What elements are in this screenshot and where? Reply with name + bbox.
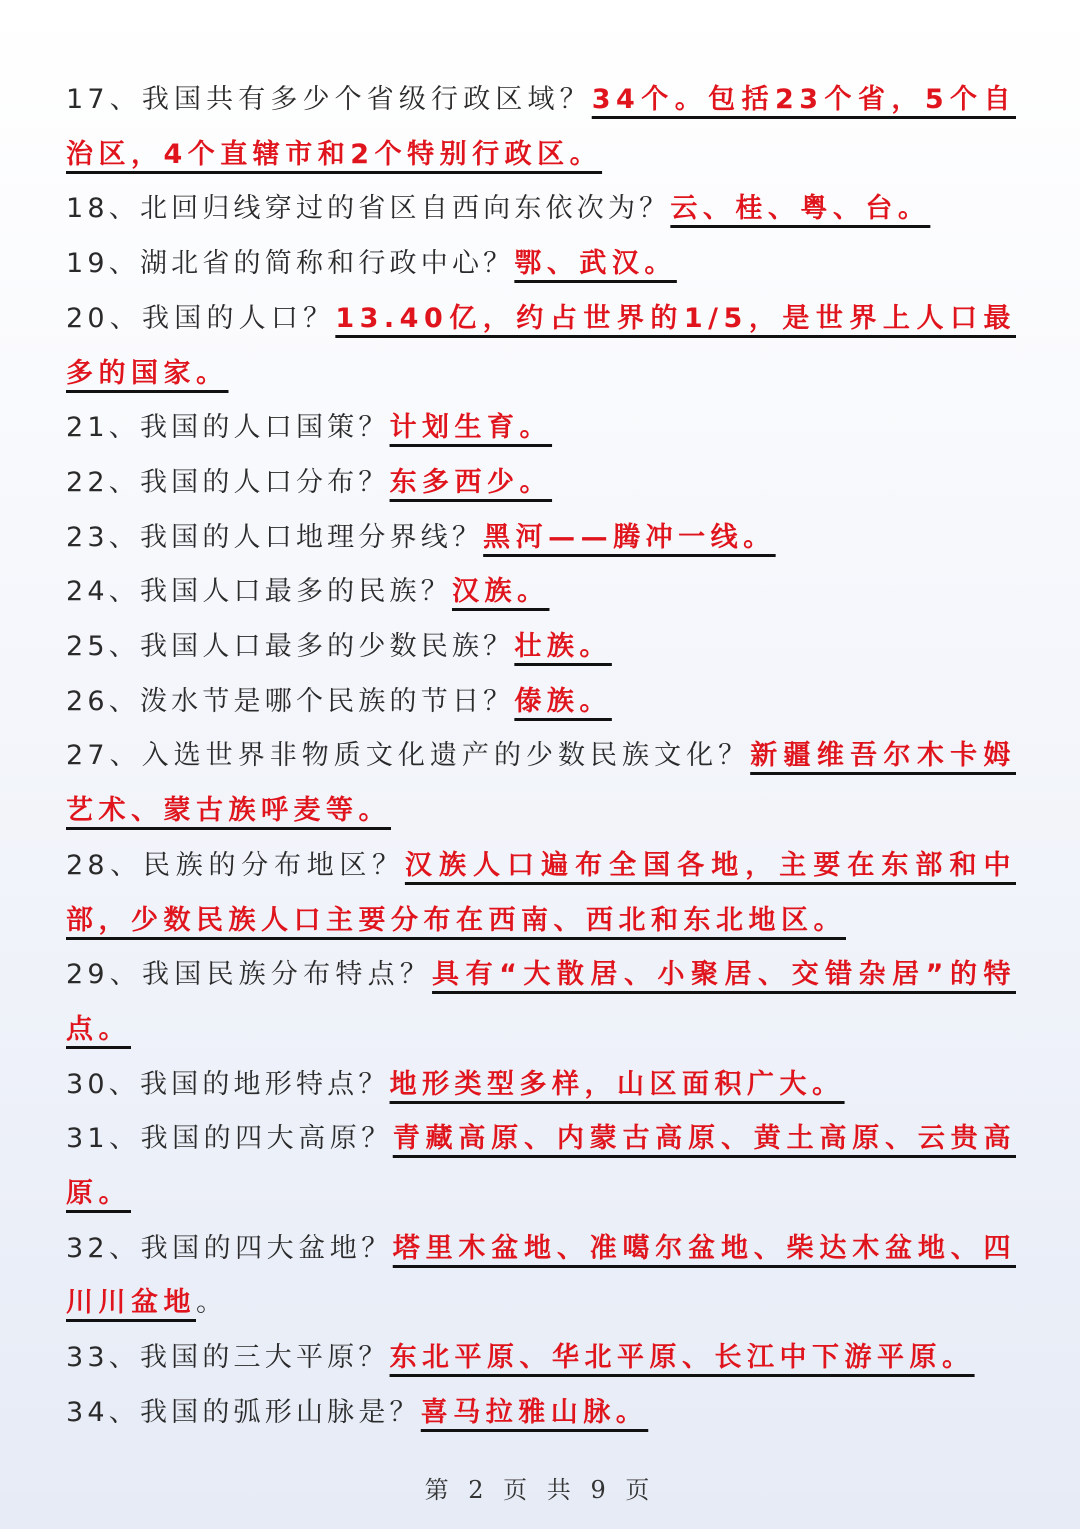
qa-item bbox=[66, 1058, 1016, 1113]
question-text: 29、我国民族分布特点？ bbox=[66, 959, 433, 991]
answer-text: 塔里木盆地、准噶尔盆地、柴达木盆地、四川川盆地 bbox=[66, 1232, 1016, 1319]
qa-item bbox=[66, 948, 1016, 1057]
qa-item bbox=[66, 182, 1016, 237]
qa-item bbox=[66, 1222, 1016, 1331]
question-text: 31、我国的四大高原？ bbox=[66, 1123, 393, 1155]
answer-trailing-punctuation: 。 bbox=[196, 1287, 228, 1319]
question-text: 24、我国人口最多的民族？ bbox=[66, 576, 452, 608]
qa-list bbox=[66, 73, 1016, 1441]
page-footer: 第 2 页 共 9 页 bbox=[424, 1476, 656, 1504]
answer-text: 喜马拉雅山脉。 bbox=[420, 1396, 649, 1428]
answer-text: 34个。包括23个省，5个自治区，4个直辖市和2个特别行政区。 bbox=[66, 84, 1016, 170]
qa-item bbox=[66, 456, 1016, 511]
question-text: 30、我国的地形特点？ bbox=[66, 1068, 390, 1100]
answer-text: 云、桂、粤、台。 bbox=[670, 193, 931, 225]
qa-item bbox=[66, 1331, 1016, 1386]
answer-text: 东北平原、华北平原、长江中下游平原。 bbox=[389, 1342, 975, 1374]
qa-item bbox=[66, 511, 1016, 566]
answer-text: 13.40亿，约占世界的1/5，是世界上人口最多的国家。 bbox=[66, 302, 1016, 389]
qa-item bbox=[66, 675, 1016, 730]
answer-text: 东多西少。 bbox=[389, 466, 553, 498]
question-text: 25、我国人口最多的少数民族？ bbox=[66, 631, 515, 663]
qa-item bbox=[66, 1386, 1016, 1441]
question-text: 19、湖北省的简称和行政中心？ bbox=[66, 248, 515, 280]
qa-item bbox=[66, 1112, 1016, 1221]
qa-item bbox=[66, 729, 1016, 838]
question-text: 34、我国的弧形山脉是？ bbox=[66, 1396, 421, 1428]
question-text: 23、我国的人口地理分界线？ bbox=[66, 521, 484, 553]
qa-item bbox=[66, 73, 1016, 182]
answer-text: 鄂、武汉。 bbox=[514, 248, 677, 280]
answer-text: 汉族。 bbox=[451, 576, 550, 608]
answer-text: 壮族。 bbox=[514, 631, 612, 663]
qa-item bbox=[66, 237, 1016, 292]
question-text: 28、民族的分布地区？ bbox=[66, 849, 405, 881]
question-text: 20、我国的人口？ bbox=[66, 302, 336, 334]
question-text: 17、我国共有多少个省级行政区域？ bbox=[66, 84, 592, 115]
question-text: 22、我国的人口分布？ bbox=[66, 466, 390, 498]
question-text: 27、入选世界非物质文化遗产的少数民族文化？ bbox=[66, 740, 751, 772]
question-text: 32、我国的四大盆地？ bbox=[66, 1232, 393, 1264]
question-text: 26、泼水节是哪个民族的节日？ bbox=[66, 685, 515, 717]
answer-text: 青藏高原、内蒙古高原、黄土高原、云贵高原。 bbox=[66, 1123, 1016, 1210]
question-text: 18、北回归线穿过的省区自西向东依次为？ bbox=[66, 193, 671, 225]
qa-item bbox=[66, 565, 1016, 620]
answer-text: 黑河——腾冲一线。 bbox=[483, 521, 776, 553]
answer-text: 具有“大散居、小聚居、交错杂居”的特点。 bbox=[66, 959, 1016, 1045]
question-text: 21、我国的人口国策？ bbox=[66, 412, 390, 444]
answer-text: 地形类型多样，山区面积广大。 bbox=[389, 1068, 845, 1100]
question-text: 33、我国的三大平原？ bbox=[66, 1342, 390, 1374]
qa-item bbox=[66, 401, 1016, 456]
answer-text: 汉族人口遍布全国各地，主要在东部和中部，少数民族人口主要分布在西南、西北和东北地区。 bbox=[66, 849, 1016, 936]
answer-text: 计划生育。 bbox=[389, 412, 553, 444]
answer-text: 傣族。 bbox=[514, 685, 612, 717]
qa-item bbox=[66, 839, 1016, 948]
qa-item bbox=[66, 292, 1016, 401]
qa-item bbox=[66, 620, 1016, 675]
answer-text: 新疆维吾尔木卡姆艺术、蒙古族呼麦等。 bbox=[66, 740, 1016, 827]
